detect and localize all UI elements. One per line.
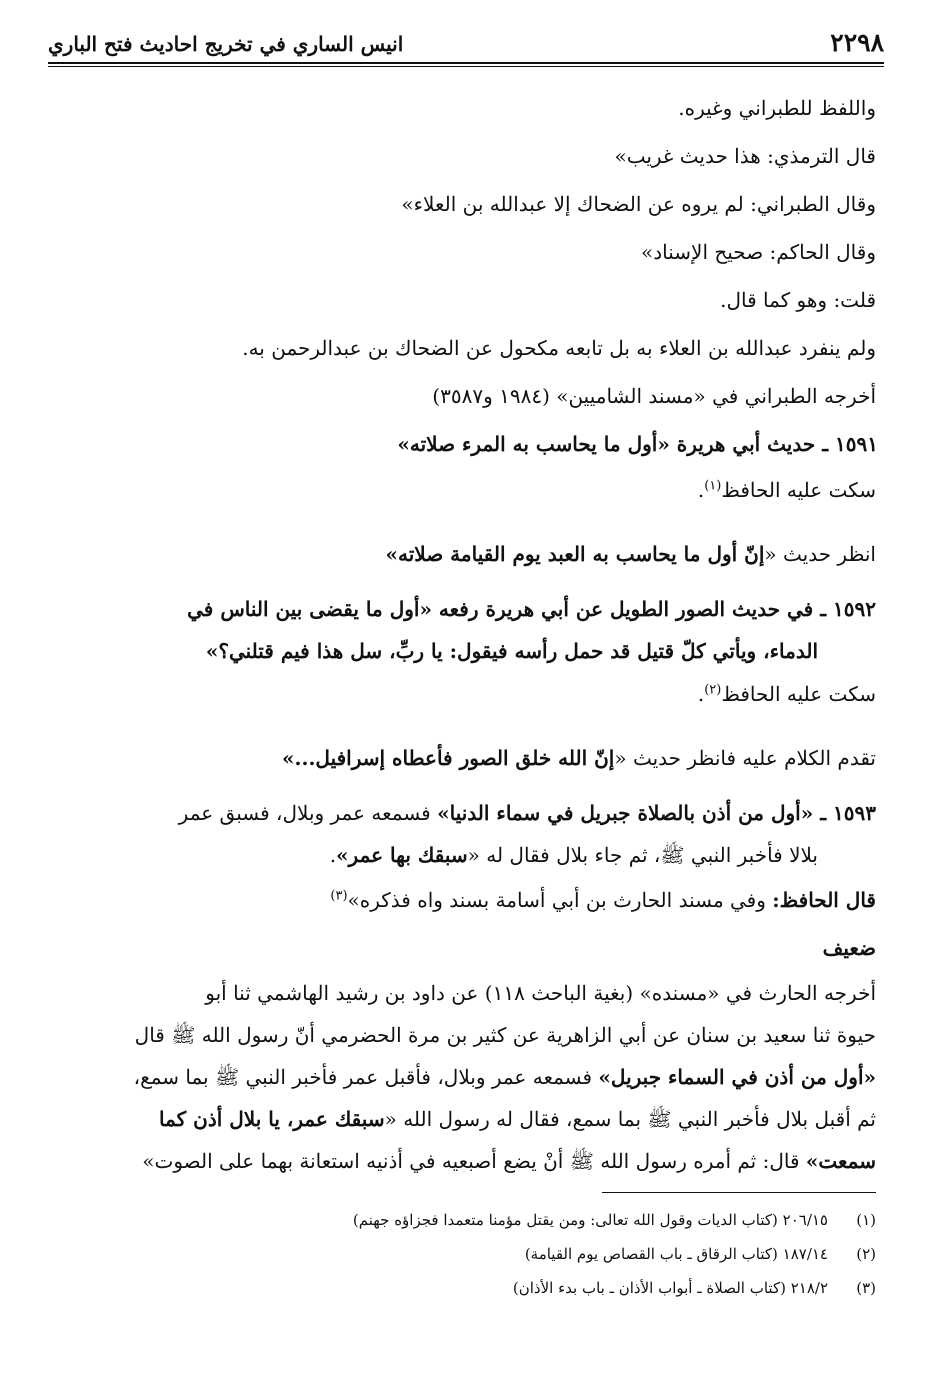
hadith-text: الدماء، ويأتي كلّ قتيل قد حمل رأسه فيقول: يا ربِّ، سل هذا فيم قتلني؟»	[205, 639, 818, 663]
footnote	[150, 1203, 876, 1237]
text-line: وقال الطبراني: لم يروه عن الضحاك إلا عبدالله بن العلاء»	[401, 192, 876, 216]
text-line: ولم ينفرد عبدالله بن العلاء به بل تابعه مكحول عن الضحاك بن عبدالرحمن به.	[242, 336, 876, 360]
period: .	[697, 478, 705, 502]
hafiz-text: وفي مسند الحارث بن أبي أسامة بسند واه فذكره»	[347, 888, 773, 912]
hadith-number-text: ١٥٩٢ ـ في حديث الصور الطويل عن أبي هريرة رفعه «	[419, 597, 876, 621]
hadith-text: سبقك بها عمر»	[336, 843, 468, 867]
see-also-line	[80, 734, 876, 782]
hadith-1592-continued	[80, 630, 876, 672]
hafiz-comment	[80, 876, 876, 924]
takhrij-bold: «أول من أذن في السماء جبريل»	[598, 1065, 876, 1089]
header-rule	[48, 62, 884, 64]
see-prefix: انظر حديث «	[764, 542, 876, 566]
takhrij-line	[80, 1014, 876, 1056]
takhrij-bold: سمعت»	[805, 1149, 876, 1173]
takhrij-text: ثم أقبل بلال فأخبر النبي ﷺ بما سمع، فقال له رسول الله «	[384, 1107, 876, 1131]
footnote	[150, 1271, 876, 1305]
see-hadith: إنّ الله خلق الصور فأعطاه إسرافيل...»	[282, 746, 615, 770]
hadith-1592-heading	[76, 588, 876, 630]
hadith-continuation: بلالا فأخبر النبي ﷺ، ثم جاء بلال فقال له «	[467, 843, 818, 867]
page-header	[48, 26, 884, 62]
takhrij-text: قال: ثم أمره رسول الله ﷺ أنْ يضع أصبعيه في أذنيه استعانة بهما على الصوت»	[142, 1149, 806, 1173]
hadith-text: أول من أذن بالصلاة جبريل في سماء الدنيا»	[437, 801, 801, 825]
takhrij-text: حيوة ثنا سعيد بن سنان عن أبي الزاهرية عن كثير بن مرة الحضرمي أنّ رسول الله ﷺ قال	[134, 1023, 876, 1047]
text-line: واللفظ للطبراني وغيره.	[678, 96, 876, 120]
see-hadith: إنّ أول ما يحاسب به العبد يوم القيامة صلاته»	[385, 542, 765, 566]
running-title: انيس الساري في تخريج احاديث فتح الباري	[48, 32, 404, 56]
hadith-text: أول ما يحاسب به المرء صلاته»	[397, 432, 658, 456]
takhrij-text: فسمعه عمر وبلال، فأقبل عمر فأخبر النبي ﷺ بما سمع،	[133, 1065, 599, 1089]
footnote-text: ٢٠٦/١٥ (كتاب الديات وقول الله تعالى: ومن يقتل مؤمنا متعمدا فجزاؤه جهنم)	[352, 1211, 828, 1229]
silence-note	[80, 468, 876, 512]
hadith-1593-continued	[80, 834, 876, 876]
text-line: قال الترمذي: هذا حديث غريب»	[614, 144, 876, 168]
footnote-ref: (٣)	[330, 888, 348, 904]
silence-text: سكت عليه الحافظ	[721, 478, 876, 502]
takhrij-text: أخرجه الحارث في «مسنده» (بغية الباحث ١١٨) عن داود بن رشيد الهاشمي ثنا أبو	[205, 981, 876, 1005]
silence-note	[80, 672, 876, 716]
footnote-ref: (١)	[704, 478, 722, 494]
page-number: ٢٢٩٨	[830, 28, 884, 57]
text-line: أخرجه الطبراني في «مسند الشاميين» (١٩٨٤ و٣٥٨٧)	[432, 384, 876, 408]
takhrij-bold: سبقك عمر، يا بلال أذن كما	[159, 1107, 385, 1131]
footnote-number: (٣)	[856, 1279, 876, 1297]
see-also-line	[80, 530, 876, 578]
see-prefix: تقدم الكلام عليه فانظر حديث «	[614, 746, 876, 770]
footnotes	[150, 1203, 876, 1305]
header-rule-thin	[48, 66, 884, 67]
footnote-separator	[602, 1192, 876, 1193]
takhrij-line	[80, 1140, 876, 1182]
text-line: قلت: وهو كما قال.	[720, 288, 876, 312]
period: .	[329, 843, 337, 867]
hadith-number-text: ١٥٩٣ ـ «	[800, 801, 876, 825]
silence-text: سكت عليه الحافظ	[721, 682, 876, 706]
grade-label	[80, 924, 876, 972]
period: .	[697, 682, 705, 706]
footnote-number: (١)	[856, 1211, 876, 1229]
footnote-ref: (٢)	[704, 682, 722, 698]
hafiz-label: قال الحافظ:	[772, 888, 876, 912]
page-body	[80, 84, 876, 1182]
takhrij-line	[80, 1098, 876, 1140]
takhrij-line	[80, 1056, 876, 1098]
hadith-1591-heading	[80, 420, 878, 468]
footnote-text: ١٨٧/١٤ (كتاب الرقاق ـ باب القصاص يوم القيامة)	[524, 1245, 828, 1263]
footnote-number: (٢)	[856, 1245, 876, 1263]
footnote-text: ٢١٨/٢ (كتاب الصلاة ـ أبواب الأذان ـ باب بدء الأذان)	[512, 1279, 828, 1297]
hadith-text: أول ما يقضى بين الناس في	[187, 597, 420, 621]
grade-text: ضعيف	[822, 936, 876, 960]
footnote	[150, 1237, 876, 1271]
text-line: وقال الحاكم: صحيح الإسناد»	[641, 240, 876, 264]
hadith-number-text: ١٥٩١ ـ حديث أبي هريرة «	[657, 432, 878, 456]
takhrij-line	[80, 972, 934, 1014]
hadith-continuation: فسمعه عمر وبلال، فسبق عمر	[178, 801, 438, 825]
hadith-1593-heading	[80, 792, 876, 834]
